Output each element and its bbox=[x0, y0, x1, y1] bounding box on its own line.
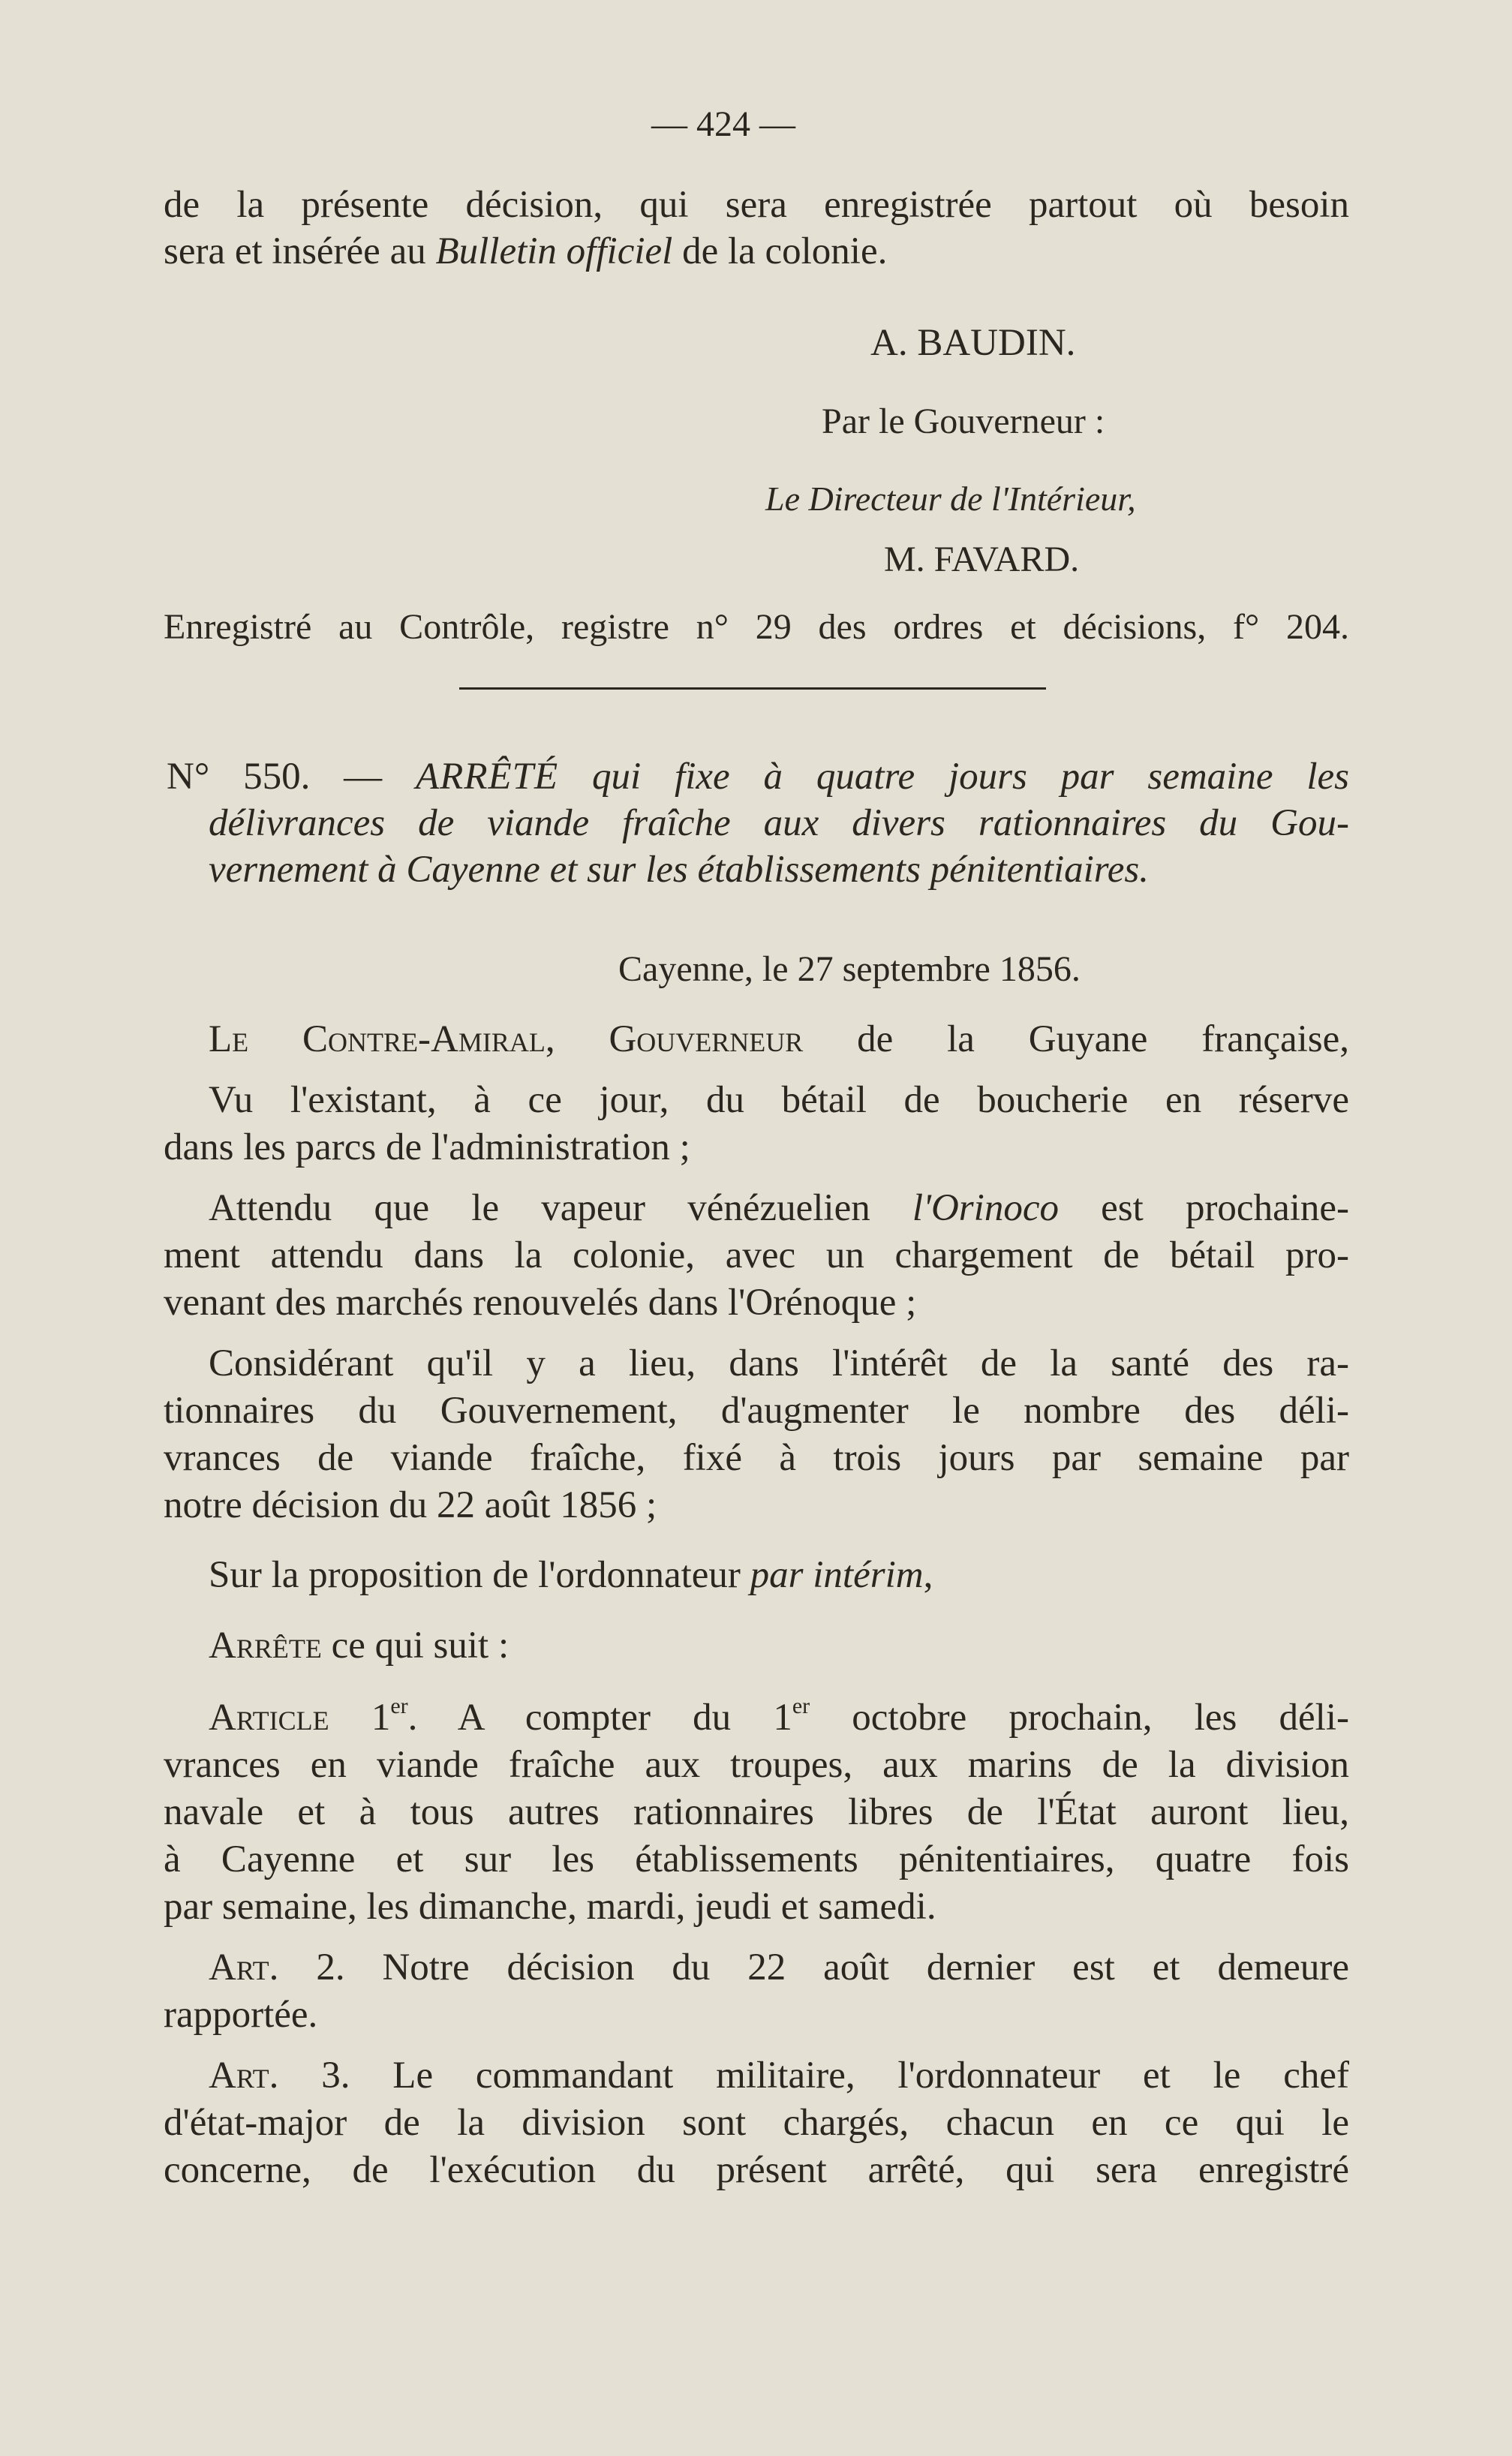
registration-note: Enregistré au Contrôle, registre n° 29 des ordres et décisions, f° 204. bbox=[164, 607, 1349, 647]
by-governor-line: Par le Gouverneur : bbox=[822, 401, 1105, 441]
awaiting-line-3: venant des marchés renouvelés dans l'Orénoque ; bbox=[164, 1282, 917, 1324]
decree-heading-line-1: N° 550. — ARRÊTÉ qui fixe à quatre jours par semaine les bbox=[167, 756, 1349, 798]
article-2-line-2: rapportée. bbox=[164, 1994, 318, 2036]
decree-heading-line-3: vernement à Cayenne et sur les établissements pénitentiaires. bbox=[209, 849, 1149, 891]
article-1-line-5: par semaine, les dimanche, mardi, jeudi et samedi. bbox=[164, 1886, 936, 1928]
considering-line-2: tionnaires du Gouvernement, d'augmenter le nombre des déli- bbox=[164, 1390, 1349, 1432]
proposal-line: Sur la proposition de l'ordonnateur par intérim, bbox=[209, 1554, 933, 1596]
article-3-line-3: concerne, de l'exécution du présent arrêté, qui sera enregistré bbox=[164, 2149, 1349, 2191]
article-3-line-1: Art. 3. Le commandant militaire, l'ordonnateur et le chef bbox=[209, 2055, 1349, 2097]
signer-name: A. BAUDIN. bbox=[870, 322, 1076, 364]
considering-line-1: Considérant qu'il y a lieu, dans l'intérêt de la santé des ra- bbox=[209, 1342, 1349, 1384]
decrees-line: Arrête ce qui suit : bbox=[209, 1625, 510, 1667]
whereas-existing-line-2: dans les parcs de l'administration ; bbox=[164, 1126, 690, 1168]
article-1-line-1: Article 1er. A compter du 1er octobre prochain, les déli- bbox=[209, 1694, 1349, 1739]
section-divider bbox=[459, 687, 1046, 690]
awaiting-line-2: ment attendu dans la colonie, avec un chargement de bétail pro- bbox=[164, 1234, 1349, 1276]
page-number: — 424 — bbox=[651, 104, 795, 144]
article-1-line-3: navale et à tous autres rationnaires libres de l'État auront lieu, bbox=[164, 1791, 1349, 1833]
considering-line-3: vrances de viande fraîche, fixé à trois jours par semaine par bbox=[164, 1437, 1349, 1479]
place-date: Cayenne, le 27 septembre 1856. bbox=[618, 949, 1081, 989]
whereas-existing-line-1: Vu l'existant, à ce jour, du bétail de boucherie en réserve bbox=[209, 1079, 1349, 1121]
article-1-line-2: vrances en viande fraîche aux troupes, aux marins de la division bbox=[164, 1744, 1349, 1786]
article-3-line-2: d'état-major de la division sont chargés, chacun en ce qui le bbox=[164, 2102, 1349, 2144]
article-2-line-1: Art. 2. Notre décision du 22 août dernier est et demeure bbox=[209, 1946, 1349, 1989]
article-1-line-4: à Cayenne et sur les établissements pénitentiaires, quatre fois bbox=[164, 1838, 1349, 1880]
director-title: Le Directeur de l'Intérieur, bbox=[765, 479, 1136, 518]
considering-line-4: notre décision du 22 août 1856 ; bbox=[164, 1484, 657, 1526]
previous-text-line-2: sera et insérée au Bulletin officiel de la colonie. bbox=[164, 230, 888, 272]
director-name: M. FAVARD. bbox=[884, 540, 1080, 579]
decree-heading-line-2: délivrances de viande fraîche aux divers rationnaires du Gou- bbox=[209, 802, 1349, 844]
preamble-intro: Le Contre-Amiral, Gouverneur de la Guyane française, bbox=[209, 1018, 1350, 1060]
awaiting-line-1: Attendu que le vapeur vénézuelien l'Orinoco est prochaine- bbox=[209, 1187, 1349, 1229]
previous-text-line-1: de la présente décision, qui sera enregistrée partout où besoin bbox=[164, 184, 1349, 226]
